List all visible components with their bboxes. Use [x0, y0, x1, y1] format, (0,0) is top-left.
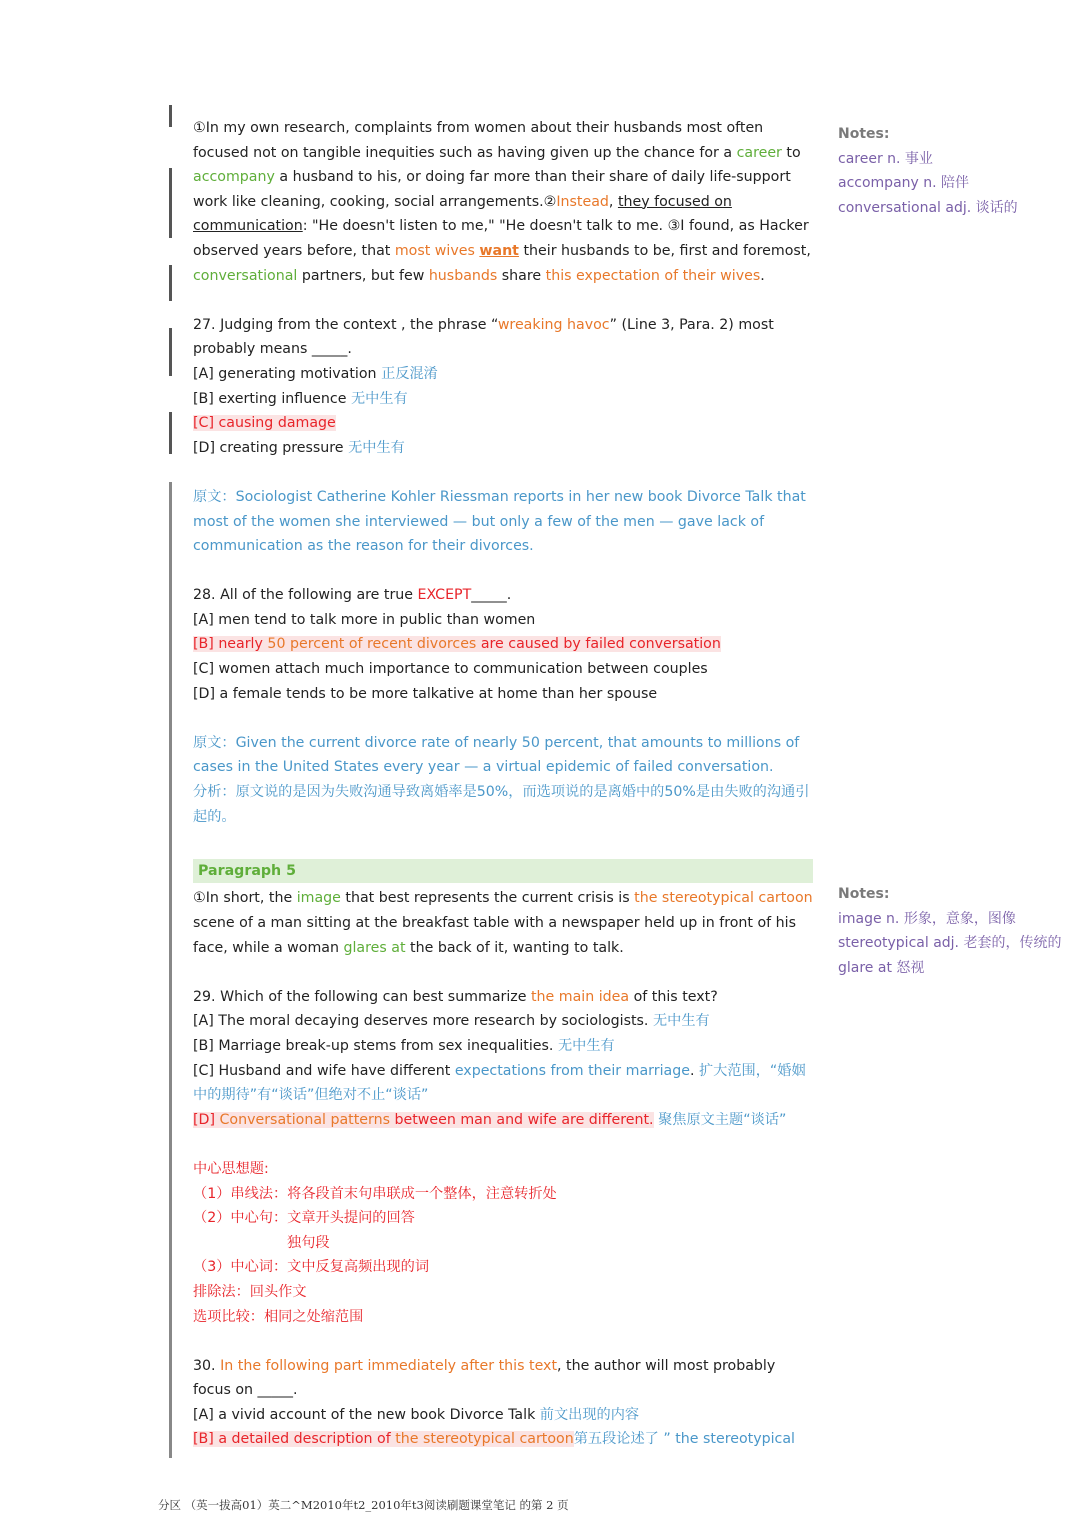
question-30-stem: 30. In the following part immediately after this text, the author will most probably focus on _____.	[193, 1357, 776, 1399]
question-29-stem: 29. Which of the following can best summarize the main idea of this text?	[193, 988, 718, 1005]
note-item: glare at 怒视	[838, 959, 925, 976]
method-line: （2）中心句：文章开头提问的回答	[193, 1210, 415, 1227]
q29-option-a: [A] The moral decaying deserves more research by sociologists. 无中生有	[193, 1013, 710, 1030]
method-title: 中心思想题:	[193, 1160, 269, 1177]
method-line: （1）串线法：将各段首末句串联成一个整体，注意转折处	[193, 1185, 557, 1202]
method-line: 排除法：回头作文	[193, 1283, 307, 1300]
side-notes	[838, 882, 1061, 980]
note-item: career n. 事业	[838, 150, 933, 167]
q30-option-a: [A] a vivid account of the new book Divorce Talk 前文出现的内容	[193, 1406, 640, 1423]
margin-bar	[169, 412, 172, 454]
note-item: conversational adj. 谈话的	[838, 199, 1018, 216]
original-text-quote: 原文：Sociologist Catherine Kohler Riessman reports in her new book Divorce Talk that most of the women she interviewed — but only a few of the men — gave lack of communication as the reason for their divorces.	[193, 488, 806, 555]
q29-option-c: [C] Husband and wife have different expectations from their marriage. 扩大范围，“婚姻中的期待”有“谈话”但绝对不止“谈话”	[193, 1062, 806, 1104]
method-line: 独句段	[287, 1234, 330, 1251]
q28-option-d: [D] a female tends to be more talkative at home than her spouse	[193, 685, 658, 702]
margin-bar	[169, 105, 172, 127]
method-line: （3）中心词：文中反复高频出现的词	[193, 1259, 430, 1276]
passage-paragraph: ①In my own research, complaints from women about their husbands most often focused not on tangible inequities such as having given up the chance for a career to accompany a husband to his, or doing far more than their share of daily life-support work like cleaning, cooking, social arrangements.②Instead, they focused on communication: "He doesn't listen to me," "He doesn't talk to me. ③I found, as Hacker observed years before, that most wives want their husbands to be, first and foremost, conversational partners, but few husbands share this expectation of their wives.	[193, 120, 811, 284]
q29-option-d-answer: [D] Conversational patterns between man and wife are different. 聚焦原文主题“谈话”	[193, 1111, 787, 1128]
q28-option-a: [A] men tend to talk more in public than women	[193, 611, 536, 628]
page-footer: 分区 （英一拔高01）英二^M2010年t2_2010年t3阅读刷题课堂笔记 的第 2 页	[158, 1498, 569, 1512]
margin-bar	[169, 328, 172, 376]
q28-option-b-answer: [B] nearly 50 percent of recent divorces are caused by failed conversation	[193, 636, 721, 653]
paragraph-heading: Paragraph 5	[193, 859, 813, 884]
notes-title: Notes:	[838, 886, 890, 902]
margin-bar	[169, 168, 172, 238]
q27-option-a: [A] generating motivation 正反混淆	[193, 365, 438, 382]
passage-paragraph: ①In short, the image that best represents the current crisis is the stereotypical cartoon scene of a man sitting at the breakfast table with a newspaper held up in front of his face, while a woman glares at the back of it, wanting to talk.	[193, 890, 813, 956]
q28-option-c: [C] women attach much importance to communication between couples	[193, 661, 708, 678]
q27-option-b: [B] exerting influence 无中生有	[193, 390, 408, 407]
question-28-stem: 28. All of the following are true EXCEPT_____.	[193, 587, 512, 604]
question-27-stem: 27. Judging from the context , the phrase “wreaking havoc” (Line 3, Para. 2) most probably means _____.	[193, 316, 774, 358]
margin-bar	[169, 482, 172, 1458]
margin-bar	[169, 265, 172, 301]
note-item: image n. 形象，意象，图像	[838, 910, 1016, 927]
analysis-note: 分析：原文说的是因为失败沟通导致离婚率是50%，而选项说的是离婚中的50%是由失败的沟通引起的。	[193, 784, 810, 825]
main-content	[193, 116, 813, 1452]
note-item: stereotypical adj. 老套的，传统的	[838, 935, 1062, 952]
side-notes	[838, 122, 1018, 220]
note-item: accompany n. 陪伴	[838, 175, 970, 192]
q27-option-d: [D] creating pressure 无中生有	[193, 439, 405, 456]
q27-option-c-answer: [C] causing damage	[193, 415, 336, 432]
method-line: 选项比较：相同之处缩范围	[193, 1308, 364, 1325]
q30-option-b-answer: [B] a detailed description of the stereotypical cartoon第五段论述了 ” the stereotypical	[193, 1431, 795, 1448]
original-text-quote: 原文：Given the current divorce rate of nearly 50 percent, that amounts to millions of cases in the United States every year — a virtual epidemic of failed conversation.	[193, 734, 800, 776]
q29-option-b: [B] Marriage break-up stems from sex inequalities. 无中生有	[193, 1037, 615, 1054]
notes-title: Notes:	[838, 126, 890, 142]
